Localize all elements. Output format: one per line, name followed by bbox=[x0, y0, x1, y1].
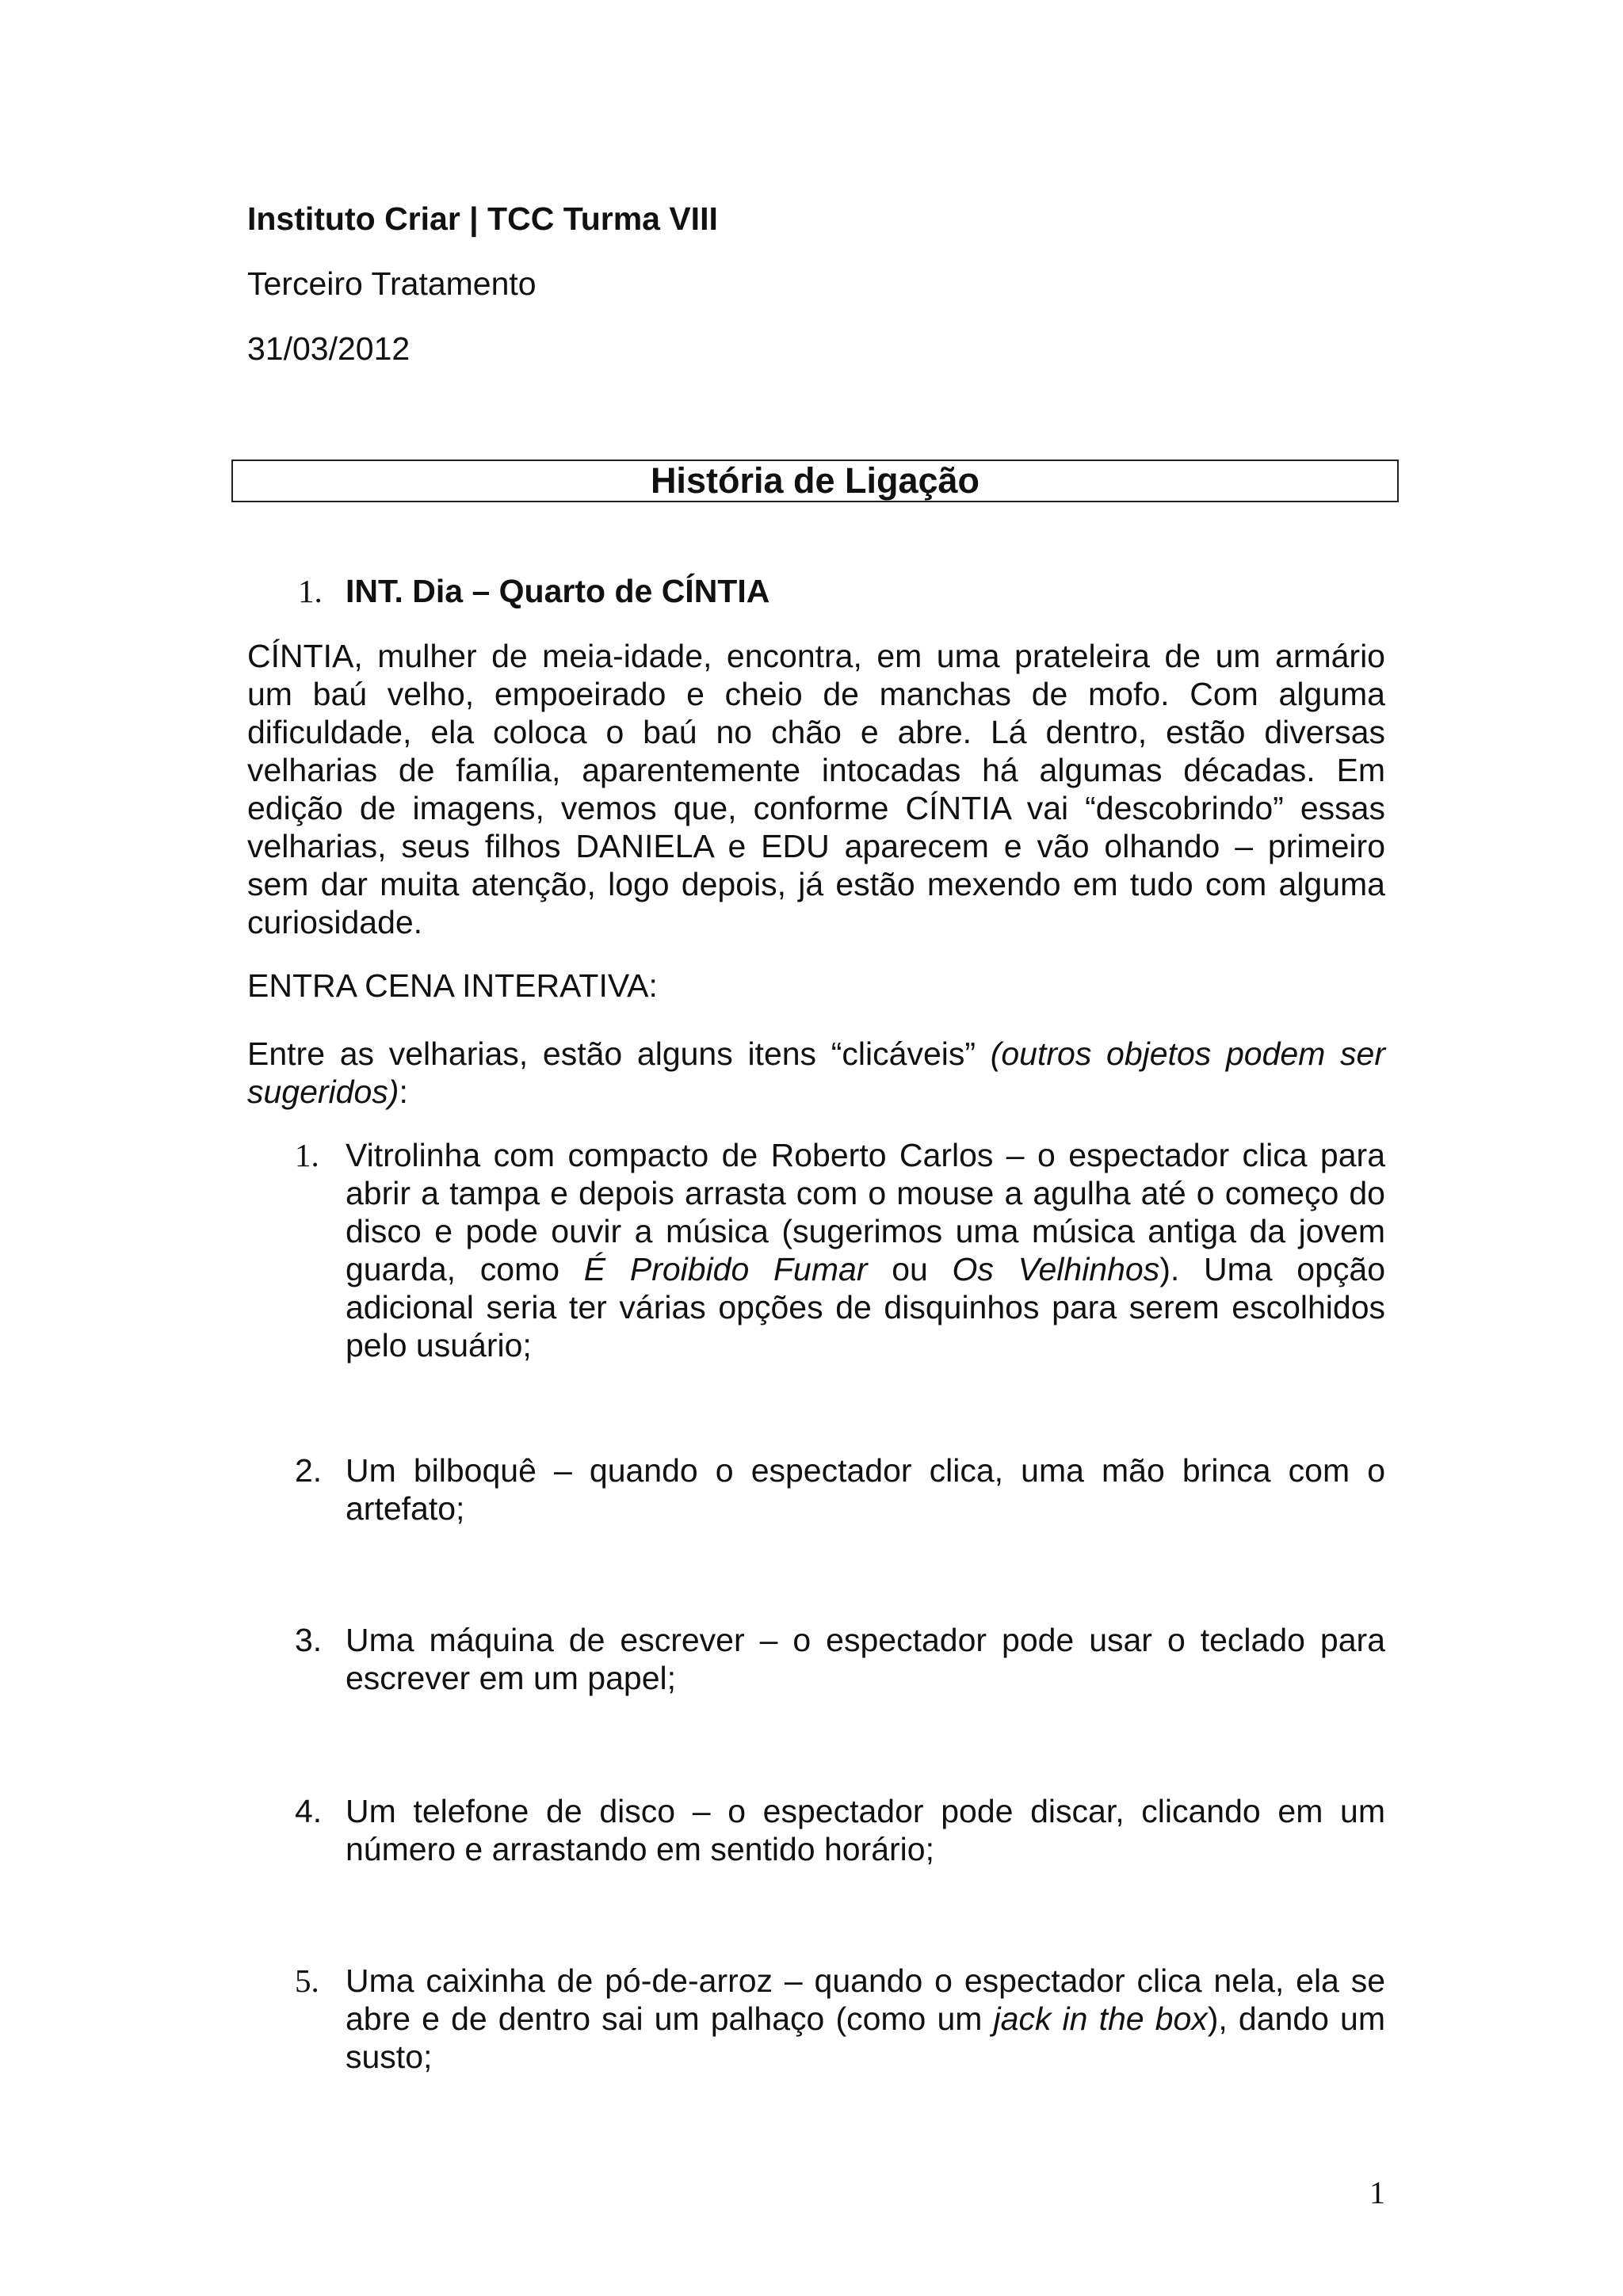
list-item-line: disco e pode ouvir a música (sugerimos uma música antiga da jovem bbox=[346, 1213, 1385, 1249]
list-item-line: adicional seria ter várias opções de disquinhos para serem escolhidos bbox=[346, 1289, 1385, 1325]
items-intro bbox=[247, 1035, 1385, 1111]
intro-text: Entre as velharias, estão alguns itens “clicáveis” bbox=[247, 1035, 991, 1072]
list-item-text: ou bbox=[867, 1251, 953, 1287]
list-item-line: pelo usuário; bbox=[346, 1327, 532, 1363]
list-item-text: abre e de dentro sai um palhaço (como um bbox=[346, 2000, 994, 2037]
list-item-line: susto; bbox=[346, 2039, 433, 2075]
list-item-italic-text: jack in the box bbox=[993, 2000, 1208, 2037]
list-item-number: 1. bbox=[295, 1137, 319, 1173]
list-item-number: 3. bbox=[295, 1622, 323, 1658]
list-item-body bbox=[346, 1962, 1385, 2076]
list-item-line: artefato; bbox=[346, 1490, 465, 1527]
list-item-line: Um telefone de disco – o espectador pode discar, clicando em um bbox=[346, 1793, 1385, 1829]
document-title: História de Ligação bbox=[231, 460, 1399, 502]
list-item-line: Uma caixinha de pó-de-arroz – quando o espectador clica nela, ela se bbox=[346, 1962, 1385, 1999]
list-item-body bbox=[346, 1451, 1385, 1527]
list-item-body bbox=[346, 1792, 1385, 1868]
list-item-body bbox=[346, 1136, 1385, 1364]
scene-heading bbox=[298, 572, 769, 610]
list-item-number: 5. bbox=[295, 1962, 319, 1999]
page-number: 1 bbox=[1369, 2175, 1385, 2210]
institution-line: Instituto Criar | TCC Turma VIII bbox=[247, 200, 718, 237]
list-item-line bbox=[346, 1250, 1385, 1288]
list-item-text: ). Uma opção bbox=[1159, 1251, 1385, 1287]
intro-italic-text: (outros objetos podem ser bbox=[990, 1035, 1385, 1072]
scene-description bbox=[247, 637, 1385, 941]
interactive-scene-label bbox=[247, 967, 1385, 1005]
items-intro-line bbox=[247, 1035, 1385, 1073]
list-item-line: abrir a tampa e depois arrasta com o mouse a agulha até o começo do bbox=[346, 1175, 1385, 1211]
list-item-body bbox=[346, 1621, 1385, 1697]
items-intro-line bbox=[247, 1073, 1385, 1111]
list-item-line: Um bilboquê – quando o espectador clica, uma mão brinca com o bbox=[346, 1452, 1385, 1489]
list-item-number: 2. bbox=[295, 1452, 323, 1489]
description-line: CÍNTIA, mulher de meia-idade, encontra, em uma prateleira de um armário bbox=[247, 638, 1385, 674]
description-line: um baú velho, empoeirado e cheio de manchas de mofo. Com alguma bbox=[247, 676, 1385, 712]
list-item-number: 4. bbox=[295, 1793, 323, 1829]
list-item-line: Vitrolinha com compacto de Roberto Carlos – o espectador clica para bbox=[346, 1137, 1385, 1173]
list-item-text: ), dando um bbox=[1207, 2000, 1386, 2037]
version-line: Terceiro Tratamento bbox=[247, 265, 537, 302]
list-item-text: guarda, como bbox=[346, 1251, 584, 1287]
intro-text: : bbox=[399, 1074, 408, 1110]
description-line: curiosidade. bbox=[247, 904, 423, 940]
interactive-scene-label-text: ENTRA CENA INTERATIVA: bbox=[247, 967, 658, 1004]
scene-number: 1. bbox=[298, 573, 323, 609]
intro-italic-text: sugeridos) bbox=[247, 1074, 399, 1110]
scene-heading-text: INT. Dia – Quarto de CÍNTIA bbox=[346, 573, 770, 609]
description-line: velharias, seus filhos DANIELA e EDU aparecem e vão olhando – primeiro bbox=[247, 828, 1385, 864]
description-line: edição de imagens, vemos que, conforme CÍNTIA vai “descobrindo” essas bbox=[247, 790, 1385, 826]
list-item-line: Uma máquina de escrever – o espectador pode usar o teclado para bbox=[346, 1622, 1385, 1658]
song-title: Os Velhinhos bbox=[952, 1251, 1160, 1287]
date-line: 31/03/2012 bbox=[247, 330, 411, 367]
list-item-line: escrever em um papel; bbox=[346, 1660, 677, 1696]
song-title: É Proibido Fumar bbox=[583, 1251, 868, 1287]
description-line: dificuldade, ela coloca o baú no chão e abre. Lá dentro, estão diversas bbox=[247, 714, 1385, 750]
list-item-line: número e arrastando em sentido horário; bbox=[346, 1831, 934, 1867]
description-line: sem dar muita atenção, logo depois, já estão mexendo em tudo com alguma bbox=[247, 866, 1385, 902]
description-line: velharias de família, aparentemente intocadas há algumas décadas. Em bbox=[247, 752, 1385, 788]
list-item-line bbox=[346, 2000, 1385, 2038]
